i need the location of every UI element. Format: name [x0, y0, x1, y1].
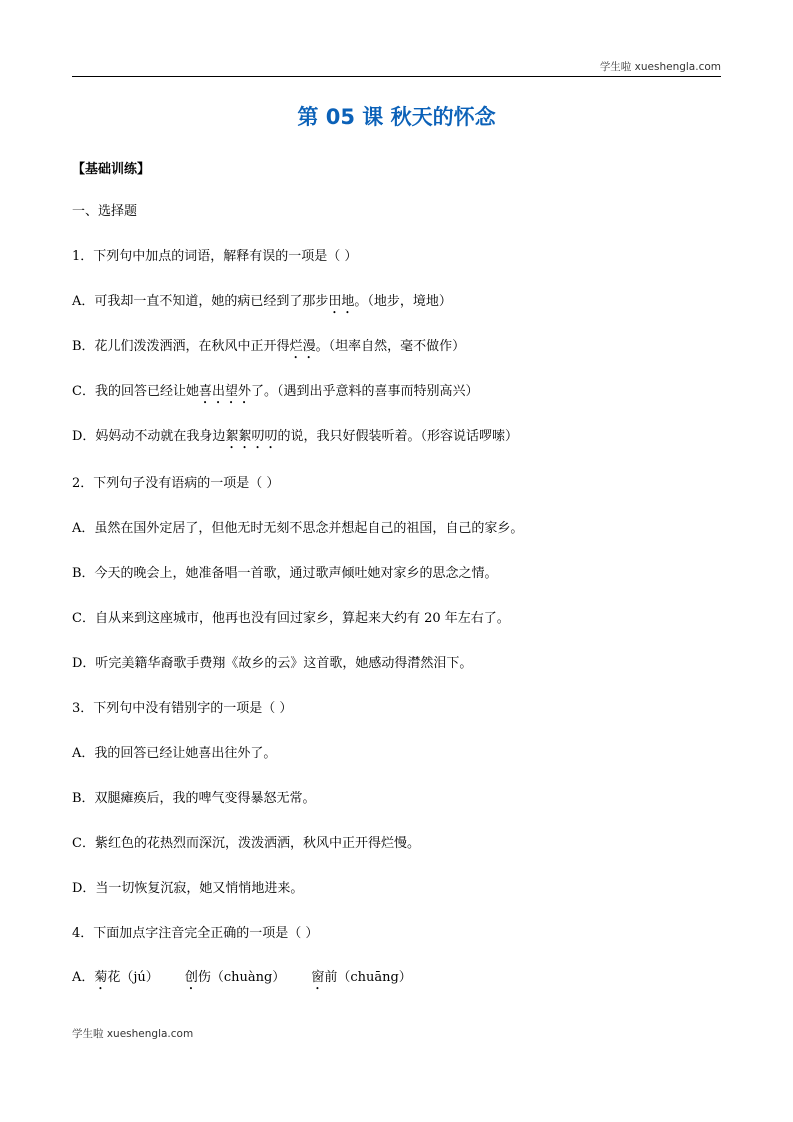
question-2-option-a: A．虽然在国外定居了，但他无时无刻不思念并想起自己的祖国，自己的家乡。	[72, 521, 524, 536]
question-1-stem: 1．下列句中加点的词语，解释有误的一项是（ ）	[72, 249, 358, 264]
option-text: C．我的回答已经让她	[72, 384, 199, 399]
option-text: 伤（chuàng）	[197, 970, 286, 985]
question-3-stem: 3．下列句中没有错别字的一项是（ ）	[72, 701, 293, 716]
header-divider	[72, 76, 721, 77]
section-heading: 【基础训练】	[72, 162, 151, 177]
question-1-option-b	[72, 339, 465, 362]
question-2-option-b: B．今天的晚会上，她准备唱一首歌，通过歌声倾吐她对家乡的思念之情。	[72, 566, 498, 581]
option-text: A．可我却一直不知道，她的病已经到了那步	[72, 294, 329, 309]
dotted-word: 烂漫	[289, 339, 316, 354]
question-2-option-d: D．听完美籍华裔歌手费翔《故乡的云》这首歌，她感动得潸然泪下。	[72, 656, 473, 671]
question-2-option-c: C．自从来到这座城市，他再也没有回过家乡，算起来大约有 20 年左右了。	[72, 611, 510, 626]
dotted-word: 喜出望外	[198, 384, 251, 399]
option-text: 的说，我只好假装听着。（形容说话啰嗦）	[277, 429, 518, 444]
question-4-stem: 4．下面加点字注音完全正确的一项是（ ）	[72, 926, 319, 941]
option-text: 前（chuāng）	[324, 970, 412, 985]
question-1-option-c	[72, 384, 478, 407]
header-site-label: 学生啦 xueshengla.com	[599, 61, 721, 73]
question-3-option-a: A．我的回答已经让她喜出往外了。	[72, 746, 277, 761]
footer-site-label: 学生啦 xueshengla.com	[72, 1028, 194, 1040]
dotted-char: 窗	[311, 970, 325, 985]
question-3-option-c: C．紫红色的花热烈而深沉，泼泼洒洒，秋风中正开得烂慢。	[72, 836, 420, 851]
part-heading: 一、选择题	[72, 204, 138, 219]
dotted-char: 菊	[94, 970, 108, 985]
question-1-option-a	[72, 294, 452, 317]
option-text: B．花儿们泼泼洒洒，在秋风中正开得	[72, 339, 290, 354]
option-text: 了。（遇到出乎意料的喜事而特别高兴）	[250, 384, 479, 399]
dotted-word: 田地	[328, 294, 355, 309]
option-text: 花（jú）	[107, 970, 159, 985]
dotted-word: 絮絮叨叨	[225, 429, 278, 444]
option-label: A．	[72, 970, 95, 985]
dotted-char: 创	[184, 970, 198, 985]
question-2-stem: 2．下列句子没有语病的一项是（ ）	[72, 476, 280, 491]
question-1-option-d	[72, 429, 518, 452]
option-text: 。（地步，境地）	[354, 294, 452, 309]
question-4-option-a	[72, 970, 412, 993]
question-3-option-b: B．双腿瘫痪后，我的啤气变得暴怒无常。	[72, 791, 316, 806]
page-title: 第 05 课 秋天的怀念	[297, 105, 496, 129]
option-text: D．妈妈动不动就在我身边	[72, 429, 226, 444]
question-3-option-d: D．当一切恢复沉寂，她又悄悄地进来。	[72, 881, 304, 896]
option-text: 。（坦率自然，毫不做作）	[315, 339, 466, 354]
